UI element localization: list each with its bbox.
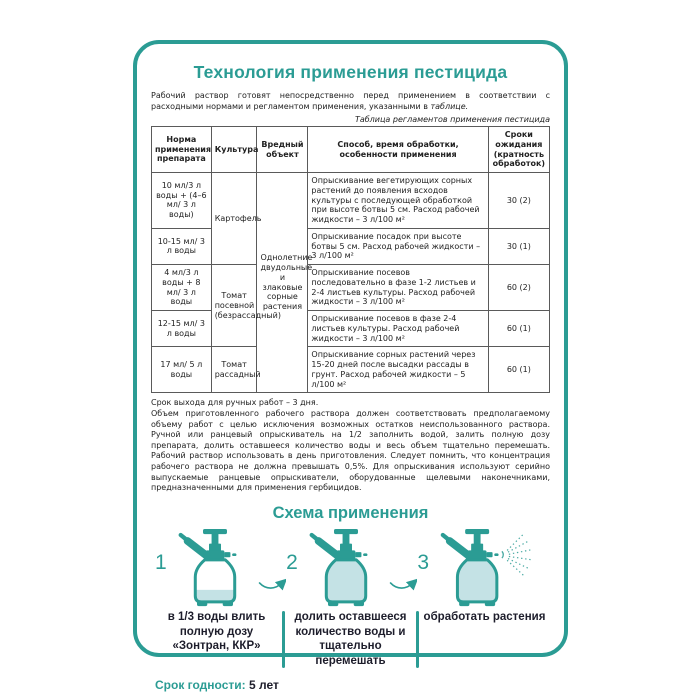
table-cell: Опрыскивание сорных растений через 15-20 дней после высадки рассады в грунт. Расход рабочей жидкости – 5 л/100 м² [308, 347, 488, 393]
table-cell: Однолетние двудольные и злаковые сорные растения [257, 173, 308, 393]
arrow-right-icon [389, 573, 417, 597]
arrow-right-icon [258, 573, 286, 597]
table-row [152, 347, 550, 393]
step-number-3: 3 [417, 550, 429, 574]
table-header-row [152, 127, 550, 173]
table-body [152, 173, 550, 393]
scheme-steps-row [151, 529, 550, 607]
table-cell: Картофель [211, 173, 257, 265]
table-header-cell: Культура [211, 127, 257, 173]
table-cell: 17 мл/ 5 л воды [152, 347, 212, 393]
spray-mist [502, 534, 532, 575]
step-number-2: 2 [286, 550, 298, 574]
scheme-title: Схема применения [272, 503, 429, 522]
regulations-table [151, 126, 550, 393]
table-cell: 30 (2) [488, 173, 549, 229]
shelf-life [155, 678, 550, 692]
table-cell: Опрыскивание посевов последовательно в фазе 1-2 листьев и 2-4 листьев культуры. Расход рабочей жидкости – 3 л/100 м² [308, 265, 488, 311]
intro-paragraph [151, 91, 550, 112]
step-caption-3: обработать растения [423, 610, 546, 623]
pesticide-instruction-card [133, 40, 568, 692]
note-handwork-period: Срок выхода для ручных работ – 3 дня. [151, 398, 319, 408]
page-title: Технология применения пестицида [193, 62, 508, 82]
table-cell: 10 мл/3 л воды + (4–6 мл/ 3 л воды) [152, 173, 212, 229]
table-header-cell: Норма применения препарата [152, 127, 212, 173]
scheme-step-1 [155, 529, 258, 607]
intro-emphasis: таблице. [430, 101, 469, 111]
table-cell: Опрыскивание посадок при высоте ботвы 5 см. Расход рабочей жидкости – 3 л/100 м² [308, 228, 488, 264]
scheme-step-3 [417, 529, 546, 607]
table-cell: Томат посевной (безрассадный) [211, 265, 257, 347]
note-solution-paragraph: Объем приготовленного рабочего раствора должен соответствовать предполагаемому объему работ с целью исключения возможных остатков неиспользованного раствора. Ручной или ранцевый опрыскиватель на 1/2 заполнить водой, залить полную дозу препарата, долить оставшееся количество воды и весь объем тщательно перемешать. Рабочий раствор использовать в день приготовления. Следует помнить, что концентрация рабочего раствора не должна превышать 0,5%. Для опрыскивания используют серийно выпускаемые ранцевые опрыскиватели, оборудованные щелевыми наконечниками, предназначенными для применения гербицидов. [151, 408, 550, 493]
table-caption: Таблица регламентов применения пестицида [354, 115, 550, 125]
notes-block [151, 398, 550, 494]
table-cell: 4 мл/3 л воды + 8 мл/ 3 л воды [152, 265, 212, 311]
table-cell: Опрыскивание вегетирующих сорных растений до появления всходов культуры с последующей обработкой при высоте ботвы 5 см. Расход рабочей жидкости – 3 л/100 м² [308, 173, 488, 229]
table-header-cell: Вредный объект [257, 127, 308, 173]
table-row [152, 265, 550, 311]
shelf-life-label: Срок годности: [155, 677, 246, 692]
step-captions-row [151, 609, 550, 670]
scheme-step-2 [286, 529, 389, 607]
step-number-1: 1 [155, 550, 167, 574]
table-header [152, 127, 550, 173]
table-cell: Томат рассадный [211, 347, 257, 393]
table-cell: 12-15 мл/ 3 л воды [152, 311, 212, 347]
sprayer-one-third-icon [172, 529, 258, 607]
shelf-life-value: 5 лет [248, 677, 279, 692]
table-header-cell: Сроки ожидания (кратность обработок) [488, 127, 549, 173]
step-caption-1: в 1/3 воды влить полную дозу «Зонтран, ККР» [167, 610, 266, 653]
sprayer-spraying-icon [434, 529, 546, 607]
table-header-cell: Способ, время обработки, особенности применения [308, 127, 488, 173]
sprayer-full-icon [303, 529, 389, 607]
table-cell: 30 (1) [488, 228, 549, 264]
table-cell: 10-15 мл/ 3 л воды [152, 228, 212, 264]
table-cell: 60 (2) [488, 265, 549, 311]
table-row [152, 173, 550, 229]
step-caption-2: долить оставшееся количество воды и тщательно перемешать [294, 610, 407, 668]
intro-text: Рабочий раствор готовят непосредственно перед применением в соответствии с расходными нормами и регламентом применения, указанными в [151, 91, 550, 111]
table-cell: Опрыскивание посевов в фазе 2-4 листьев культуры. Расход рабочей жидкости – 3 л/100 м² [308, 311, 488, 347]
table-cell: 60 (1) [488, 347, 549, 393]
table-cell: 60 (1) [488, 311, 549, 347]
